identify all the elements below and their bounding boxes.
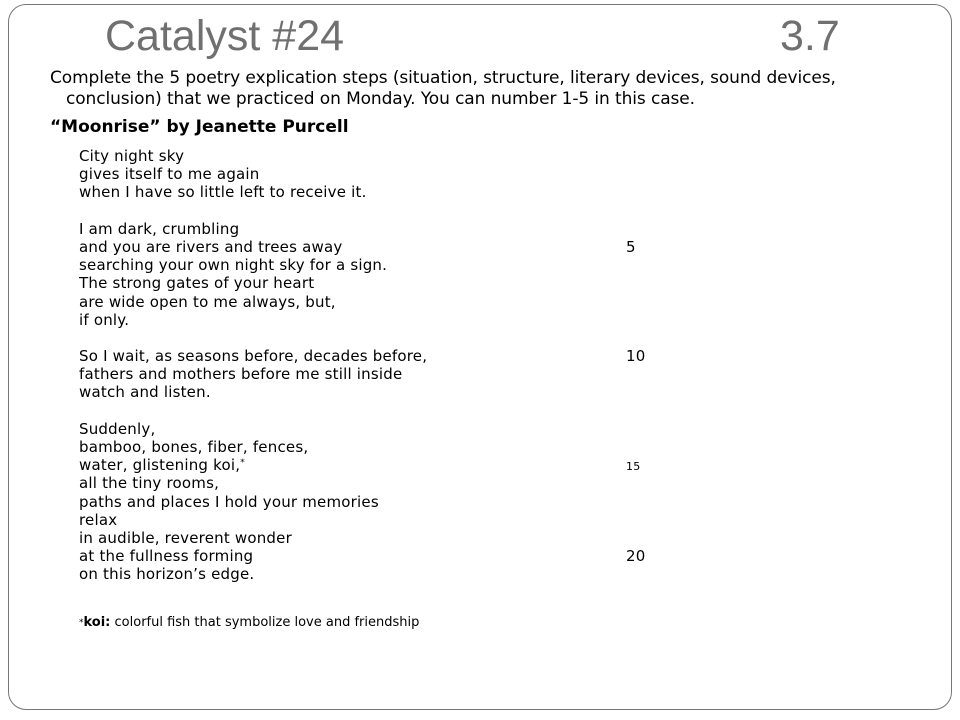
poem-line-text: gives itself to me again	[79, 165, 260, 184]
poem-line-text: on this horizon’s edge.	[79, 565, 255, 584]
poem-line-text: water, glistening koi,	[79, 456, 241, 475]
poem-line-text: City night sky	[79, 147, 185, 165]
poem-line	[79, 329, 679, 347]
poem-line	[79, 183, 679, 201]
poem-line	[79, 511, 679, 529]
poem-line-text: fathers and mothers before me still inside	[79, 365, 403, 384]
line-number: 10	[626, 347, 646, 366]
footnote-term: koi:	[83, 615, 111, 630]
poem-line-text: Suddenly,	[79, 419, 156, 438]
poem-line-text: if only.	[79, 310, 130, 329]
poem-line	[79, 420, 679, 438]
poem-line	[79, 202, 679, 220]
footnote-star: *	[79, 618, 84, 628]
poem-line	[79, 474, 679, 492]
poem-line	[79, 147, 679, 165]
instructions-text: Complete the 5 poetry explication steps (situation, structure, literary devices, sound devices, conclusion) that we practiced on Monday. You can number 1-5 in this case.	[50, 68, 836, 109]
poem-line	[79, 256, 679, 274]
poem-line-text: watch and listen.	[79, 383, 211, 402]
poem-line-text: The strong gates of your heart	[79, 274, 315, 293]
poem-line-text: all the tiny rooms,	[79, 474, 220, 493]
poem-line	[79, 565, 679, 583]
poem-line-text: are wide open to me always, but,	[79, 292, 336, 311]
poem-line	[79, 274, 679, 292]
poem-line-text: relax	[79, 510, 118, 529]
poem-line	[79, 456, 679, 474]
poem-line	[79, 220, 679, 238]
poem-line	[79, 347, 679, 365]
poem-line	[79, 529, 679, 547]
poem-line-text: paths and places I hold your memories	[79, 492, 379, 511]
slide-number: 3.7	[780, 12, 840, 60]
line-number: 15	[626, 460, 641, 474]
footnote-marker: *	[240, 458, 245, 469]
poem-heading: “Moonrise” by Jeanette Purcell	[50, 117, 349, 137]
footnote-definition: colorful fish that symbolize love and friendship	[110, 615, 420, 630]
poem-line-text: in audible, reverent wonder	[79, 528, 292, 547]
poem-line	[79, 547, 679, 565]
poem-line-text: searching your own night sky for a sign.	[79, 256, 388, 275]
poem-line-text: bamboo, bones, fiber, fences,	[79, 438, 309, 456]
poem-line	[79, 402, 679, 420]
poem-line	[79, 165, 679, 183]
poem-body	[79, 147, 679, 584]
poem-line	[79, 311, 679, 329]
poem-line-text: at the fullness forming	[79, 547, 254, 566]
line-number: 20	[626, 547, 646, 566]
poem-line-text: and you are rivers and trees away	[79, 237, 343, 256]
footnote	[79, 614, 419, 632]
poem-line-text: when I have so little left to receive it.	[79, 183, 367, 202]
poem-line	[79, 493, 679, 511]
slide-title: Catalyst #24	[105, 12, 345, 60]
poem-line	[79, 438, 679, 456]
poem-line	[79, 383, 679, 401]
line-number: 5	[626, 237, 636, 256]
poem-line-text: So I wait, as seasons before, decades before,	[79, 347, 428, 366]
poem-line	[79, 293, 679, 311]
poem-line	[79, 365, 679, 383]
poem-line-text: I am dark, crumbling	[79, 219, 240, 238]
poem-line	[79, 238, 679, 256]
